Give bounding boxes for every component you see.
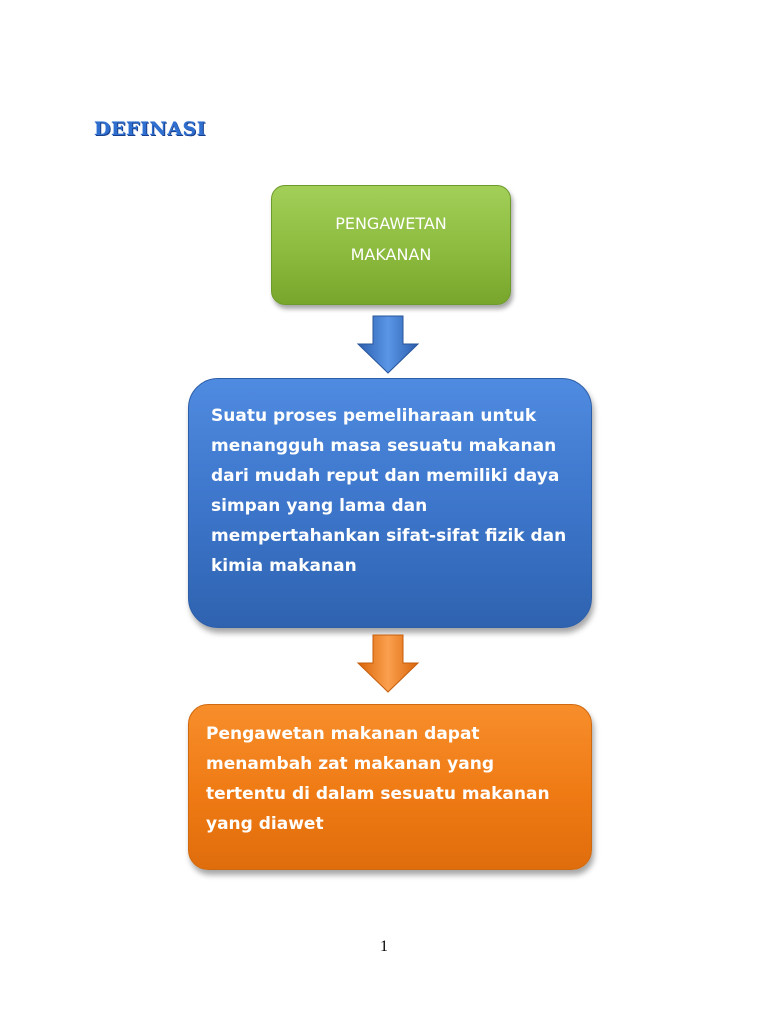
down-arrow-icon bbox=[356, 315, 420, 375]
benefit-text: Pengawetan makanan dapat menambah zat makanan yang tertentu di dalam sesuatu makanan yang diawet bbox=[206, 724, 550, 834]
box-benefit bbox=[188, 704, 592, 870]
down-arrow-icon bbox=[356, 634, 420, 694]
box-pengawetan-makanan bbox=[271, 185, 511, 305]
box-definition bbox=[188, 378, 592, 628]
box-top-line1: PENGAWETAN bbox=[335, 214, 447, 233]
page-number: 1 bbox=[380, 938, 388, 955]
definition-text: Suatu proses pemeliharaan untuk menangguh masa sesuatu makanan dari mudah reput dan memiliki daya simpan yang lama dan mempertahankan sifat-sifat fizik dan kimia makanan bbox=[211, 406, 567, 576]
page-heading: DEFINASI bbox=[94, 118, 207, 140]
box-top-line2: MAKANAN bbox=[350, 245, 432, 264]
